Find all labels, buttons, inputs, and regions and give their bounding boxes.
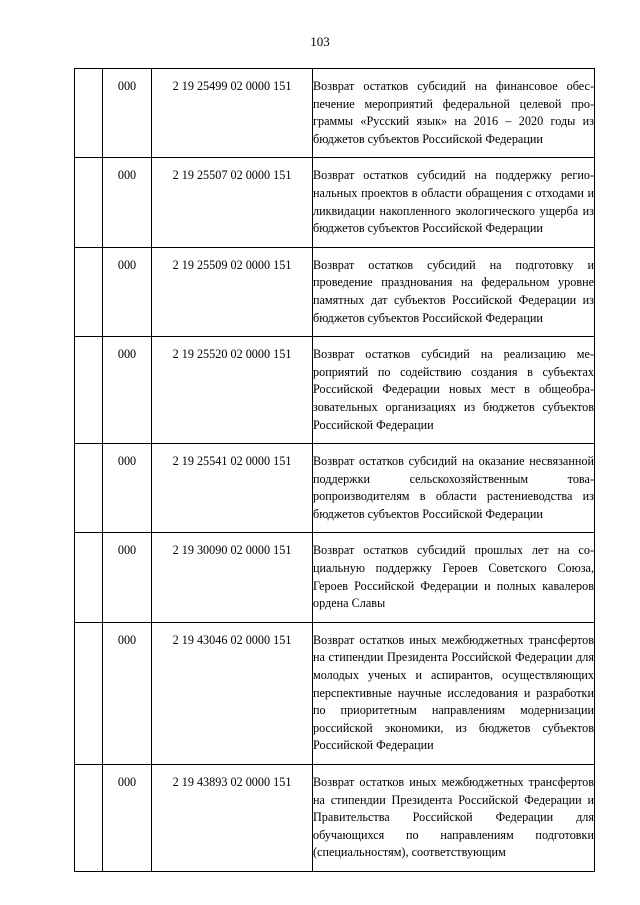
admin-code-cell: 000 <box>103 247 152 336</box>
budget-code-cell: 2 19 25499 02 0000 151 <box>152 69 313 158</box>
budget-code-cell: 2 19 43893 02 0000 151 <box>152 765 313 872</box>
table-row <box>75 337 595 444</box>
empty-cell <box>75 622 103 764</box>
table-row <box>75 69 595 158</box>
budget-code-cell: 2 19 25541 02 0000 151 <box>152 444 313 533</box>
table-row <box>75 765 595 872</box>
description-cell: Возврат остатков иных межбюджетных трансфертов на стипендии Президента Российской Федерации и Правительства Российской Федерации для обучающихся по направлениям подготовки (специальностям), соответствующим <box>313 765 595 872</box>
budget-codes-table <box>74 68 595 872</box>
admin-code-cell: 000 <box>103 622 152 764</box>
table-row <box>75 622 595 764</box>
description-cell: Возврат остатков субсидий на реализацию мероприятий по содействию создания в субъектах Российской Федерации новых мест в общеобразовательных организациях из бюджетов субъектов Российской Федерации <box>313 337 595 444</box>
table-row <box>75 158 595 247</box>
description-cell: Возврат остатков субсидий на финансовое обеспечение мероприятий федеральной целевой программы «Русский язык» на 2016 – 2020 годы из бюджетов субъектов Российской Федерации <box>313 69 595 158</box>
admin-code-cell: 000 <box>103 765 152 872</box>
admin-code-cell: 000 <box>103 158 152 247</box>
admin-code-cell: 000 <box>103 533 152 622</box>
table-row <box>75 444 595 533</box>
budget-code-cell: 2 19 25509 02 0000 151 <box>152 247 313 336</box>
table-row <box>75 533 595 622</box>
empty-cell <box>75 158 103 247</box>
empty-cell <box>75 247 103 336</box>
budget-code-cell: 2 19 25520 02 0000 151 <box>152 337 313 444</box>
empty-cell <box>75 69 103 158</box>
description-cell: Возврат остатков субсидий на оказание несвязанной поддержки сельскохозяйственным товаропроизводителям в области растениеводства из бюджетов субъектов Российской Федерации <box>313 444 595 533</box>
empty-cell <box>75 444 103 533</box>
table-row <box>75 247 595 336</box>
budget-code-cell: 2 19 25507 02 0000 151 <box>152 158 313 247</box>
admin-code-cell: 000 <box>103 337 152 444</box>
admin-code-cell: 000 <box>103 69 152 158</box>
budget-code-cell: 2 19 43046 02 0000 151 <box>152 622 313 764</box>
empty-cell <box>75 533 103 622</box>
description-cell: Возврат остатков иных межбюджетных трансфертов на стипендии Президента Российской Федерации для молодых ученых и аспирантов, осуществляющих перспективные научные исследования и разработки по приоритетным направлениям модернизации российской экономики, из бюджетов субъектов Российской Федерации <box>313 622 595 764</box>
description-cell: Возврат остатков субсидий на подготовку и проведение празднования на федеральном уровне памятных дат субъектов Российской Федерации из бюджетов субъектов Российской Федерации <box>313 247 595 336</box>
description-cell: Возврат остатков субсидий прошлых лет на социальную поддержку Героев Советского Союза, Героев Российской Федерации и полных кавалеров ордена Славы <box>313 533 595 622</box>
budget-code-cell: 2 19 30090 02 0000 151 <box>152 533 313 622</box>
empty-cell <box>75 765 103 872</box>
admin-code-cell: 000 <box>103 444 152 533</box>
description-cell: Возврат остатков субсидий на поддержку региональных проектов в области обращения с отходами и ликвидации накопленного экологического ущерба из бюджетов субъектов Российской Федерации <box>313 158 595 247</box>
page-number: 103 <box>310 34 330 49</box>
empty-cell <box>75 337 103 444</box>
